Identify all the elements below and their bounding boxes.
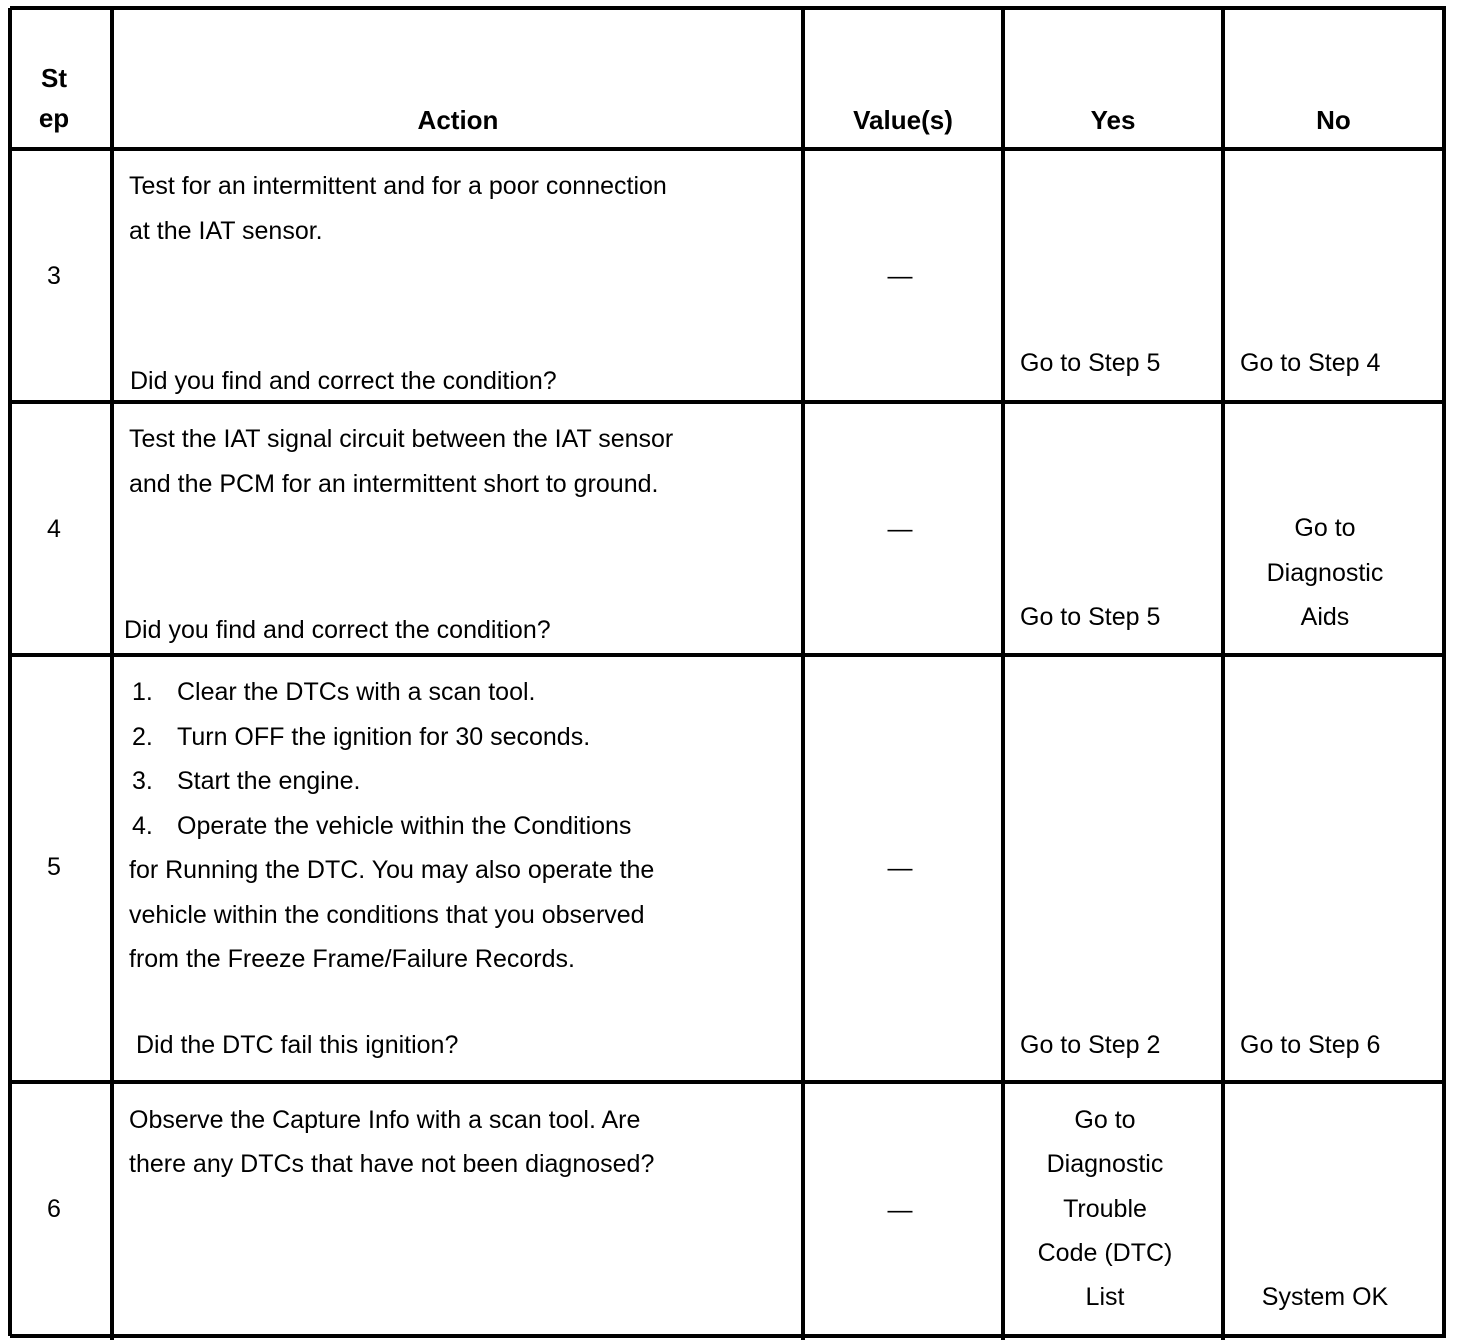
yes-result-line: Diagnostic — [1046, 1150, 1164, 1178]
no-result: Go to Step 6 — [1240, 1031, 1381, 1059]
yes-result: Go to Step 5 — [1020, 349, 1161, 377]
header-yes: Yes — [1090, 105, 1136, 135]
action-text-line: there any DTCs that have not been diagnosed? — [129, 1150, 655, 1178]
yes-result-line: Code (DTC) — [1037, 1239, 1173, 1267]
yes-result: Go to Step 2 — [1020, 1031, 1161, 1059]
action-question: Did you find and correct the condition? — [130, 367, 557, 395]
no-result-line: Go to — [1294, 514, 1356, 542]
list-item: Clear the DTCs with a scan tool. — [177, 678, 536, 706]
step-number: 4 — [47, 515, 61, 543]
list-item: Turn OFF the ignition for 30 seconds. — [177, 723, 591, 751]
header-values: Value(s) — [853, 105, 953, 135]
action-text-line: Observe the Capture Info with a scan tool. Are — [129, 1106, 641, 1134]
list-item: Operate the vehicle within the Conditions — [177, 812, 632, 840]
yes-result-line: Go to — [1074, 1106, 1136, 1134]
action-text-line: vehicle within the conditions that you observed — [129, 901, 645, 929]
yes-result: Go to Step 5 — [1020, 603, 1161, 631]
value-dash: — — [887, 1196, 913, 1224]
value-dash: — — [887, 515, 913, 543]
step-number: 3 — [47, 262, 61, 290]
list-number: 2. — [132, 723, 153, 751]
header-action: Action — [417, 105, 499, 135]
action-question: Did the DTC fail this ignition? — [136, 1031, 459, 1059]
list-number: 3. — [132, 767, 153, 795]
list-item: Start the engine. — [177, 767, 361, 795]
yes-result-line: List — [1085, 1283, 1125, 1311]
action-text-line: at the IAT sensor. — [129, 217, 323, 245]
no-result: System OK — [1261, 1283, 1389, 1311]
value-dash: — — [887, 854, 913, 882]
no-result-line: Aids — [1300, 603, 1350, 631]
header-step-line2: ep — [38, 103, 70, 133]
list-number: 1. — [132, 678, 153, 706]
action-text-line: for Running the DTC. You may also operate the — [129, 856, 655, 884]
action-text-line: Test the IAT signal circuit between the IAT sensor — [129, 425, 674, 453]
no-result: Go to Step 4 — [1240, 349, 1381, 377]
list-number: 4. — [132, 812, 153, 840]
action-text-line: from the Freeze Frame/Failure Records. — [129, 945, 575, 973]
value-dash: — — [887, 262, 913, 290]
step-number: 5 — [47, 853, 61, 881]
action-text-line: and the PCM for an intermittent short to ground. — [129, 470, 659, 498]
action-text-line: Test for an intermittent and for a poor connection — [129, 172, 667, 200]
header-step-line1: St — [41, 63, 67, 93]
no-result-line: Diagnostic — [1266, 559, 1384, 587]
step-number: 6 — [47, 1195, 61, 1223]
yes-result-line: Trouble — [1063, 1195, 1147, 1223]
action-question: Did you find and correct the condition? — [124, 616, 551, 644]
header-no: No — [1316, 105, 1351, 135]
